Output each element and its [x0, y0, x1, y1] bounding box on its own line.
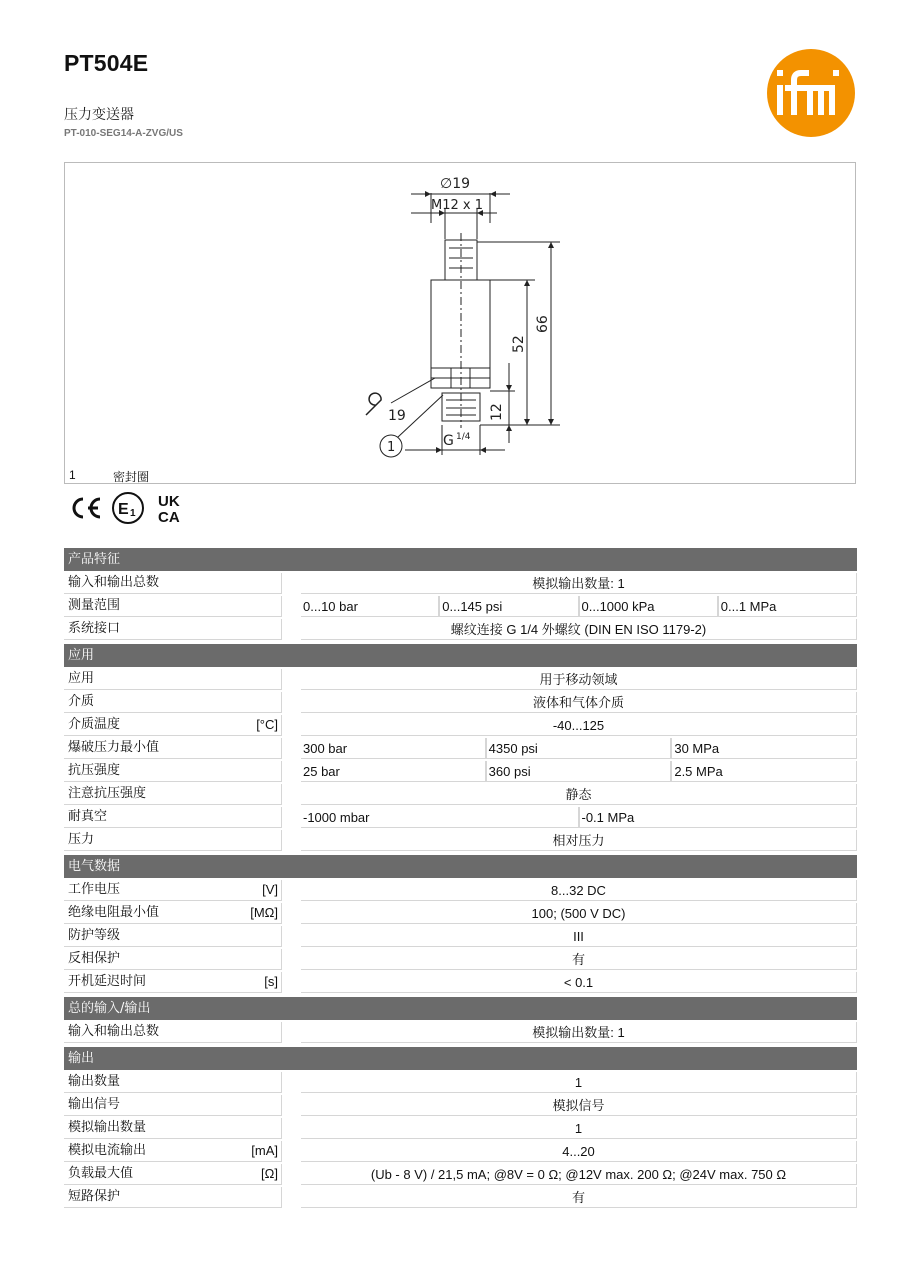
spec-value: 30 MPa [671, 738, 857, 759]
spec-label: 模拟输出数量 [68, 1120, 147, 1135]
section-header: 输出 [64, 1047, 857, 1070]
spec-unit: [s] [264, 974, 278, 989]
svg-text:1: 1 [130, 508, 136, 519]
ukca-mark-icon [158, 493, 180, 526]
spec-label-cell [64, 1187, 282, 1208]
spec-value: (Ub - 8 V) / 21,5 mA; @8V = 0 Ω; @12V max. 200 Ω; @24V max. 750 Ω [301, 1164, 857, 1185]
spec-value: -1000 mbar [301, 807, 579, 828]
dimension-drawing [64, 162, 856, 484]
spec-label-cell [64, 573, 282, 594]
spec-label-cell [64, 903, 282, 924]
spec-label-cell [64, 830, 282, 851]
spec-label-cell [64, 784, 282, 805]
spec-label: 防护等级 [68, 928, 121, 943]
spec-label-cell [64, 880, 282, 901]
svg-text:CA: CA [158, 509, 180, 526]
spec-value: III [301, 926, 857, 947]
spec-value: -40...125 [301, 715, 857, 736]
spec-label-cell [64, 1022, 282, 1043]
spec-unit: [mA] [251, 1143, 278, 1158]
spec-row [64, 880, 857, 901]
spec-label: 绝缘电阻最小值 [68, 905, 160, 920]
dim-52: 52 [511, 335, 527, 353]
spec-value: 25 bar [301, 761, 486, 782]
spec-value: 螺纹连接 G 1/4 外螺纹 (DIN EN ISO 1179-2) [301, 619, 857, 640]
spec-row [64, 972, 857, 993]
spec-value: < 0.1 [301, 972, 857, 993]
spec-row [64, 903, 857, 924]
spec-row [64, 1164, 857, 1185]
thread-fraction: 1/4 [456, 432, 471, 442]
ifm-logo [766, 48, 856, 138]
spec-value: 静态 [301, 784, 857, 805]
spec-label: 抗压强度 [68, 763, 121, 778]
spec-value: 用于移动领域 [301, 669, 857, 690]
spec-label: 输出信号 [68, 1097, 121, 1112]
dim-12: 12 [489, 403, 505, 421]
spec-value: 1 [301, 1072, 857, 1093]
spec-value: 8...32 DC [301, 880, 857, 901]
dim-66: 66 [535, 315, 551, 333]
spec-row [64, 1118, 857, 1139]
spec-value: 有 [301, 1187, 857, 1208]
spec-label-cell [64, 1072, 282, 1093]
spec-unit: [V] [262, 882, 278, 897]
section-header: 应用 [64, 644, 857, 667]
spec-label: 应用 [68, 671, 95, 686]
section-header: 产品特征 [64, 548, 857, 571]
legend-number: 1 [69, 468, 76, 482]
spec-label: 短路保护 [68, 1189, 121, 1204]
spec-label-cell [64, 949, 282, 970]
spec-label-cell [64, 669, 282, 690]
spec-row [64, 1072, 857, 1093]
spec-label: 测量范围 [68, 598, 121, 613]
spec-value: 模拟输出数量: 1 [301, 573, 857, 594]
spec-label: 输出数量 [68, 1074, 121, 1089]
spec-row [64, 692, 857, 713]
spec-row [64, 738, 857, 759]
spec-row [64, 1187, 857, 1208]
section-header: 总的输入/输出 [64, 997, 857, 1020]
spec-row [64, 715, 857, 736]
spec-row [64, 807, 857, 828]
legend-text: 密封圈 [113, 470, 150, 484]
spec-unit: [°C] [256, 717, 278, 732]
spec-label-cell [64, 596, 282, 617]
spec-label-cell [64, 972, 282, 993]
spec-value: 液体和气体介质 [301, 692, 857, 713]
spec-row [64, 784, 857, 805]
spec-row [64, 949, 857, 970]
wrench-size: 19 [388, 408, 406, 424]
spec-label: 注意抗压强度 [68, 786, 147, 801]
spec-value: 模拟信号 [301, 1095, 857, 1116]
svg-text:E: E [118, 501, 129, 518]
spec-value: 100; (500 V DC) [301, 903, 857, 924]
spec-row [64, 619, 857, 640]
spec-unit: [Ω] [261, 1166, 278, 1181]
spec-value: 有 [301, 949, 857, 970]
spec-label: 反相保护 [68, 951, 121, 966]
spec-value: 0...145 psi [439, 596, 578, 617]
spec-row [64, 596, 857, 617]
spec-value: 模拟输出数量: 1 [301, 1022, 857, 1043]
spec-value: 相对压力 [301, 830, 857, 851]
spec-value: 300 bar [301, 738, 486, 759]
spec-label: 介质 [68, 694, 95, 709]
spec-label: 负载最大值 [68, 1166, 134, 1181]
spec-label-cell [64, 715, 282, 736]
spec-row [64, 1141, 857, 1162]
wrench-icon [366, 393, 381, 415]
spec-value: 360 psi [486, 761, 672, 782]
spec-row [64, 1022, 857, 1043]
spec-row [64, 830, 857, 851]
dim-diameter: ∅19 [440, 176, 471, 192]
spec-value: 0...1000 kPa [579, 596, 718, 617]
spec-value: -0.1 MPa [579, 807, 858, 828]
spec-label: 耐真空 [68, 809, 108, 824]
sensor-drawing-svg [65, 163, 857, 485]
spec-row [64, 926, 857, 947]
product-title: PT504E [64, 50, 149, 76]
dim-thread: M12 x 1 [431, 198, 483, 213]
e1-mark-icon [113, 493, 143, 523]
spec-value: 1 [301, 1118, 857, 1139]
ce-mark-icon [74, 499, 100, 517]
section-header: 电气数据 [64, 855, 857, 878]
spec-label: 工作电压 [68, 882, 121, 897]
spec-label-cell [64, 807, 282, 828]
spec-label-cell [64, 926, 282, 947]
product-code: PT-010-SEG14-A-ZVG/US [64, 128, 183, 139]
specification-table [64, 548, 857, 1210]
spec-label-cell [64, 738, 282, 759]
spec-label: 系统接口 [68, 621, 121, 636]
product-subtitle: 压力变送器 [64, 107, 134, 123]
spec-label: 输入和输出总数 [68, 575, 160, 590]
spec-label: 介质温度 [68, 717, 121, 732]
spec-label: 开机延迟时间 [68, 974, 147, 989]
callout-number: 1 [387, 440, 396, 455]
spec-unit: [MΩ] [250, 905, 278, 920]
spec-value: 2.5 MPa [671, 761, 857, 782]
spec-value: 4350 psi [486, 738, 672, 759]
spec-label-cell [64, 619, 282, 640]
spec-label-cell [64, 761, 282, 782]
spec-row [64, 573, 857, 594]
spec-label-cell [64, 1164, 282, 1185]
svg-text:UK: UK [158, 493, 180, 510]
spec-label-cell [64, 1118, 282, 1139]
spec-label-cell [64, 1141, 282, 1162]
spec-label-cell [64, 692, 282, 713]
spec-label: 模拟电流输出 [68, 1143, 147, 1158]
spec-row [64, 761, 857, 782]
spec-value: 0...10 bar [301, 596, 439, 617]
spec-row [64, 1095, 857, 1116]
spec-label-cell [64, 1095, 282, 1116]
thread-label: G [443, 433, 454, 449]
spec-label: 爆破压力最小值 [68, 740, 160, 755]
spec-label: 压力 [68, 832, 95, 847]
spec-label: 输入和输出总数 [68, 1024, 160, 1039]
spec-row [64, 669, 857, 690]
spec-value: 0...1 MPa [718, 596, 857, 617]
certification-marks [66, 490, 196, 526]
spec-value: 4...20 [301, 1141, 857, 1162]
